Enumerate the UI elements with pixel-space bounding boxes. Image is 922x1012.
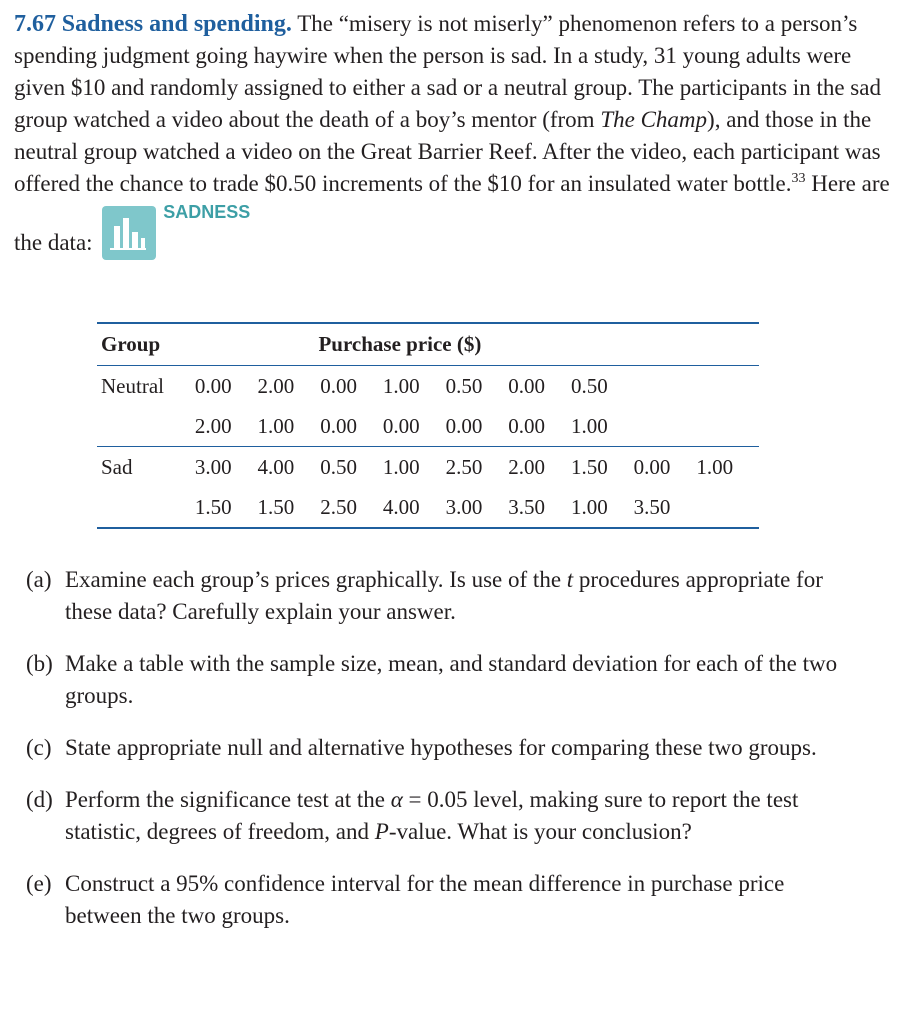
group-name [97,406,191,447]
price-value: 1.50 [257,494,295,519]
price-value: 2.50 [445,454,483,479]
group-name: Neutral [101,373,164,398]
footnote-ref[interactable]: 33 [791,171,806,186]
header-group: Group [97,323,191,366]
price-value: 1.00 [382,454,420,479]
dataset-link[interactable] [102,200,250,232]
price-value: 0.50 [320,454,357,479]
question-part [26,564,846,628]
price-value: 4.00 [257,454,295,479]
price-value: 1.00 [696,454,734,479]
part-label: (b) [26,651,53,676]
price-value: 0.00 [445,413,483,438]
part-label: (c) [26,735,52,760]
question-part [26,784,846,848]
price-value: 0.00 [633,454,671,479]
price-value: 0.50 [570,373,608,398]
price-value: 0.00 [320,373,357,398]
price-value: 3.00 [194,454,232,479]
text-run: Examine each group’s prices graphically. Is use of the [65,567,567,592]
problem-title: Sadness and spending. [61,11,292,37]
text-run: procedures appropriate for these data? Carefully explain your answer. [65,567,823,624]
text-run: State appropriate null and alternative hypotheses for comparing these two groups. [65,735,817,760]
table-row [97,406,759,447]
dataset-label: SADNESS [163,202,251,222]
question-part [26,648,846,712]
problem-text-end: Here are the data: [14,171,890,255]
price-value: 2.00 [194,413,232,438]
part-text [65,732,846,764]
header-purchase-price: Purchase price ($) [191,323,759,366]
part-text [65,564,846,628]
text-run: Make a table with the sample size, mean, and standard deviation for each of the two groups. [65,651,838,708]
part-text [65,784,846,848]
price-value: 3.50 [508,494,545,519]
italic-symbol: α [390,787,403,812]
price-value: 3.50 [633,494,671,519]
price-value: 4.00 [382,494,420,519]
price-value: 3.00 [445,494,483,519]
price-value: 1.00 [382,373,420,398]
price-value: 0.00 [382,413,420,438]
part-label: (e) [26,871,52,896]
group-name [97,487,191,528]
text-run: Construct a 95% confidence interval for the mean difference in purchase price between the two groups. [65,871,785,928]
text-run: Perform the significance test at the [65,787,391,812]
price-value: 1.00 [570,413,608,438]
price-value: 1.50 [570,454,608,479]
price-values [191,487,759,528]
price-value: 0.00 [508,373,545,398]
text-run: -value. What is your conclusion? [388,819,692,844]
part-text [65,868,846,932]
bar-chart-icon [102,206,156,260]
group-name: Sad [101,454,133,479]
problem-text: The “misery is not miserly” phenomenon refers to a person’s spending judgment going haywire when the person is sad. In a study, 31 young adults were given $10 and randomly assigned to either a sad or a neutral group. The participants in the sad group watched a video about the death of a boy’s mentor (from [14,11,881,132]
price-value: 1.50 [194,494,232,519]
price-value: 0.00 [194,373,232,398]
question-part [26,732,846,764]
price-value: 1.00 [570,494,608,519]
film-title: The Champ [600,107,708,132]
price-value: 0.00 [508,413,545,438]
italic-symbol: P [374,819,389,844]
price-value: 2.50 [320,494,357,519]
problem-statement [14,8,894,259]
part-label: (a) [26,567,52,592]
problem-number: 7.67 [14,11,56,37]
price-values [191,406,759,447]
price-values [191,366,759,407]
part-text [65,648,846,712]
italic-symbol: t [566,567,574,592]
price-value: 0.50 [445,373,483,398]
part-label: (d) [26,787,53,812]
question-part [26,868,846,932]
text-run: = 0.05 level, making sure to report the test statistic, degrees of freedom, and [65,787,799,844]
question-parts [26,564,846,952]
price-value: 2.00 [257,373,295,398]
table-row [97,487,759,528]
purchase-price-table [97,322,759,529]
price-values [191,447,759,488]
price-value: 0.00 [320,413,357,438]
table-row [97,366,759,407]
price-value: 2.00 [508,454,545,479]
price-value: 1.00 [257,413,295,438]
table-row [97,447,759,488]
problem-text-cont: ), and those in the neutral group watched a video on the Great Barrier Reef. After the video, each participant was offered the chance to trade $0.50 increments of the $10 for an insulated water bottle. [14,107,881,196]
